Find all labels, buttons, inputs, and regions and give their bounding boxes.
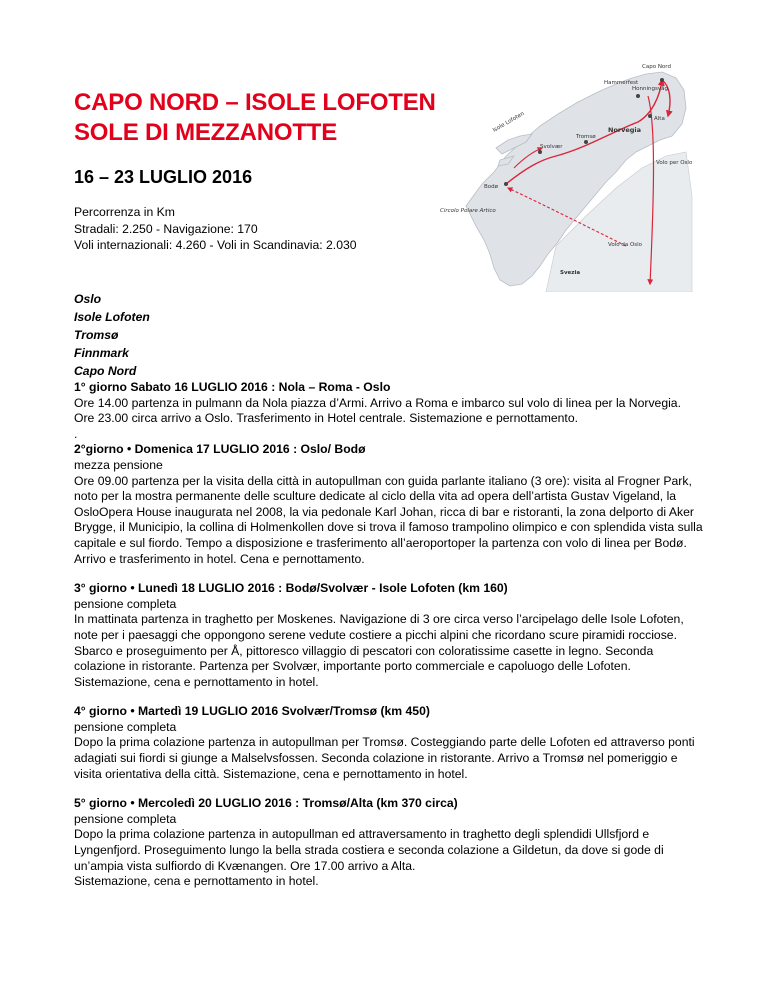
map-label-tromso: Tromsø <box>576 134 596 140</box>
title-line-1: CAPO NORD – ISOLE LOFOTEN <box>74 89 436 116</box>
destination-item: Oslo <box>74 292 102 306</box>
document-title <box>74 88 436 148</box>
day-board: pensione completa <box>74 719 177 734</box>
route-map <box>436 56 698 292</box>
map-label-volo-per-oslo: Volo per Oslo <box>656 160 693 166</box>
day-entry <box>74 581 704 690</box>
destination-item: Tromsø <box>74 328 119 342</box>
map-label-norvegia: Norvegia <box>608 126 642 134</box>
city-dot <box>636 94 640 98</box>
trip-dates: 16 – 23 LUGLIO 2016 <box>74 167 253 187</box>
road-distance: Stradali: 2.250 - Navigazione: 170 <box>74 221 258 236</box>
day-heading: 2°giorno • Domenica 17 LUGLIO 2016 : Oslo/ Bodø <box>74 442 366 457</box>
map-label-bodo: Bodø <box>484 184 498 190</box>
map-label-isole: Isole Lofoten <box>492 110 526 134</box>
day-heading: 3° giorno • Lunedì 18 LUGLIO 2016 : Bodø/Svolvær - Isole Lofoten (km 160) <box>74 581 508 596</box>
day-separator: . <box>74 426 78 441</box>
map-label-honningsvag: Honningsvåg <box>632 86 668 92</box>
destination-item: Capo Nord <box>74 364 137 378</box>
day-heading: 5° giorno • Mercoledì 20 LUGLIO 2016 : Tromsø/Alta (km 370 circa) <box>74 796 458 811</box>
destinations-list <box>74 290 150 380</box>
map-label-alta: Alta <box>654 116 665 122</box>
day-heading: 4° giorno • Martedì 19 LUGLIO 2016 Svolvær/Tromsø (km 450) <box>74 704 430 719</box>
distance-heading: Percorrenza in Km <box>74 205 175 219</box>
day-description: Ore 09.00 partenza per la visita della città in autopullman con guida parlante italiano (3 ore): visita al Frogner Park, noto per la mostra permanente delle sculture dedicate al ciclo della vita ad opera dell’artista Gustav Vigeland, la OsloOpera House inaugurata nel 2008, la via pedonale Karl Johan, ricca di bar e ristoranti, la zona delporto di Aker Brygge, il Municipio, la collina di Holmenkollen dove si trova il famoso trampolino olimpico e con splendida vista sulla capitale e sul fiordo. Tempo a disposizione e trasferimento all’aeroportoper la partenza con volo di linea per Bodø. Arrivo e trasferimento in hotel. Cena e pernottamento. <box>74 473 703 566</box>
day-board: pensione completa <box>74 596 177 611</box>
city-dot <box>584 140 588 144</box>
destination-item: Isole Lofoten <box>74 310 150 324</box>
city-dot <box>538 150 542 154</box>
day-entry <box>74 380 704 442</box>
day-entry <box>74 796 704 890</box>
day-description-end: Sistemazione, cena e pernottamento in hotel. <box>74 874 319 889</box>
city-dot <box>660 78 664 82</box>
destination-item: Finnmark <box>74 346 129 360</box>
map-label-hammerfest: Hammerfest <box>604 80 639 86</box>
day-entry <box>74 442 704 567</box>
day-description: In mattinata partenza in traghetto per Moskenes. Navigazione di 3 ore circa verso l’arcipelago delle Isole Lofoten, note per i paesaggi che oppongono serene vedute costiere a picchi alpini che ricordano scure piramidi rocciose. Sbarco e proseguimento per Å, pittoresco villaggio di pescatori con coloratissime casette in legno. Seconda colazione in ristorante. Partenza per Svolvær, importante porto commerciale e capoluogo delle Lofoten. Sistemazione, cena e pernottamento in hotel. <box>74 612 684 689</box>
day-heading: 1° giorno Sabato 16 LUGLIO 2016 : Nola – Roma - Oslo <box>74 380 391 394</box>
city-dot <box>504 182 508 186</box>
day-board: mezza pensione <box>74 457 163 472</box>
day-board: pensione completa <box>74 811 177 826</box>
day-description: Ore 14.00 partenza in pulmann da Nola piazza d’Armi. Arrivo a Roma e imbarco sul volo di linea per la Norvegia. Ore 23.00 circa arrivo a Oslo. Trasferimento in Hotel centrale. Sistemazione e pernottamento. <box>74 395 681 426</box>
map-label-svezia: Svezia <box>560 270 581 276</box>
city-dot <box>648 114 652 118</box>
day-description: Dopo la prima colazione partenza in autopullman per Tromsø. Costeggiando parte delle Lofoten ed attraverso ponti adagiati sui fiordi si giunge a Malselvsfossen. Seconda colazione in ristorante. Arrivo a Tromsø nel pomeriggio e visita orientativa della città. Sistemazione, cena e pernottamento in hotel. <box>74 735 695 781</box>
map-label-capo-nord: Capo Nord <box>642 64 671 70</box>
day-entry <box>74 704 704 782</box>
day-description: Dopo la prima colazione partenza in autopullman ed attraversamento in traghetto degli splendidi Ullsfjord e Lyngenfjord. Proseguimento lungo la bella strada costiera e seconda colazione a Gildetun, da dove si gode di un’ampia vista sulfiordo di Kvænangen. Ore 17.00 arrivo a Alta. <box>74 827 664 873</box>
map-label-volo-da-oslo: Volo da Oslo <box>608 242 643 248</box>
flight-distance: Voli internazionali: 4.260 - Voli in Scandinavia: 2.030 <box>74 238 357 252</box>
title-line-2: SOLE DI MEZZANOTTE <box>74 119 338 146</box>
map-label-circolo: Circolo Polare Artico <box>440 208 496 214</box>
distance-summary <box>74 204 454 254</box>
itinerary <box>74 380 704 904</box>
map-label-svolvaer: Svolvær <box>540 144 563 150</box>
